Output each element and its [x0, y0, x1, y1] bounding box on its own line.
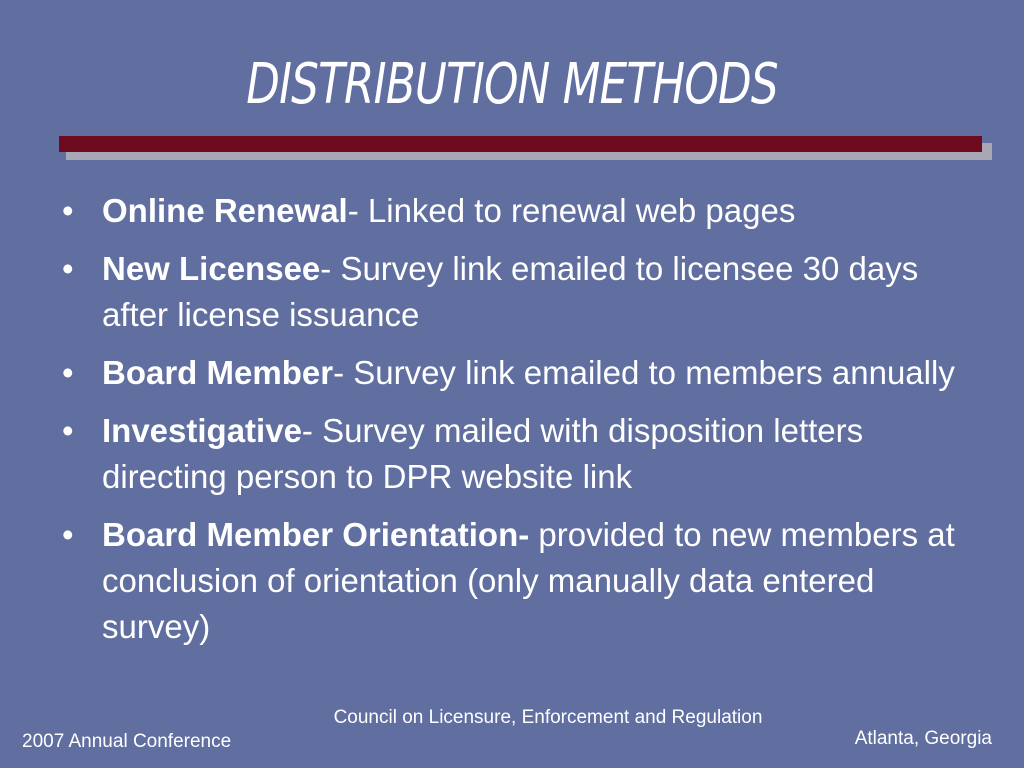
bullet-icon: • [62, 192, 74, 229]
bullet-heading: Online Renewal [102, 192, 348, 229]
footer-location: Atlanta, Georgia [854, 728, 992, 749]
bullet-item-board-member-orientation [62, 512, 962, 650]
bullet-text: provided to new members at conclusion of orientation (only manually data entered survey) [102, 516, 955, 645]
bullet-icon: • [62, 412, 74, 449]
bullet-icon: • [62, 250, 74, 287]
footer-conference: 2007 Annual Conference [22, 731, 232, 752]
bullet-text: - Survey link emailed to licensee 30 days after license issuance [102, 250, 919, 333]
bullet-heading: Board Member [102, 354, 334, 391]
bullet-text: - Survey mailed with disposition letters directing person to DPR website link [102, 412, 864, 495]
bullet-icon: • [62, 516, 74, 553]
bullet-heading: Board Member Orientation- [102, 516, 530, 553]
bullet-list [62, 188, 962, 662]
bullet-heading: Investigative [102, 412, 302, 449]
bullet-icon: • [62, 354, 74, 391]
title-rule [59, 136, 982, 152]
bullet-item-board-member [62, 350, 962, 396]
bullet-text: - Survey link emailed to members annually [333, 354, 955, 391]
bullet-item-new-licensee [62, 246, 962, 338]
bullet-heading: New Licensee [102, 250, 321, 287]
bullet-text: - Linked to renewal web pages [347, 192, 796, 229]
footer-organization: Council on Licensure, Enforcement and Regulation [333, 707, 763, 728]
bullet-item-online-renewal [62, 188, 962, 234]
slide-title: DISTRIBUTION METHODS [246, 52, 778, 117]
bullet-item-investigative [62, 408, 962, 500]
